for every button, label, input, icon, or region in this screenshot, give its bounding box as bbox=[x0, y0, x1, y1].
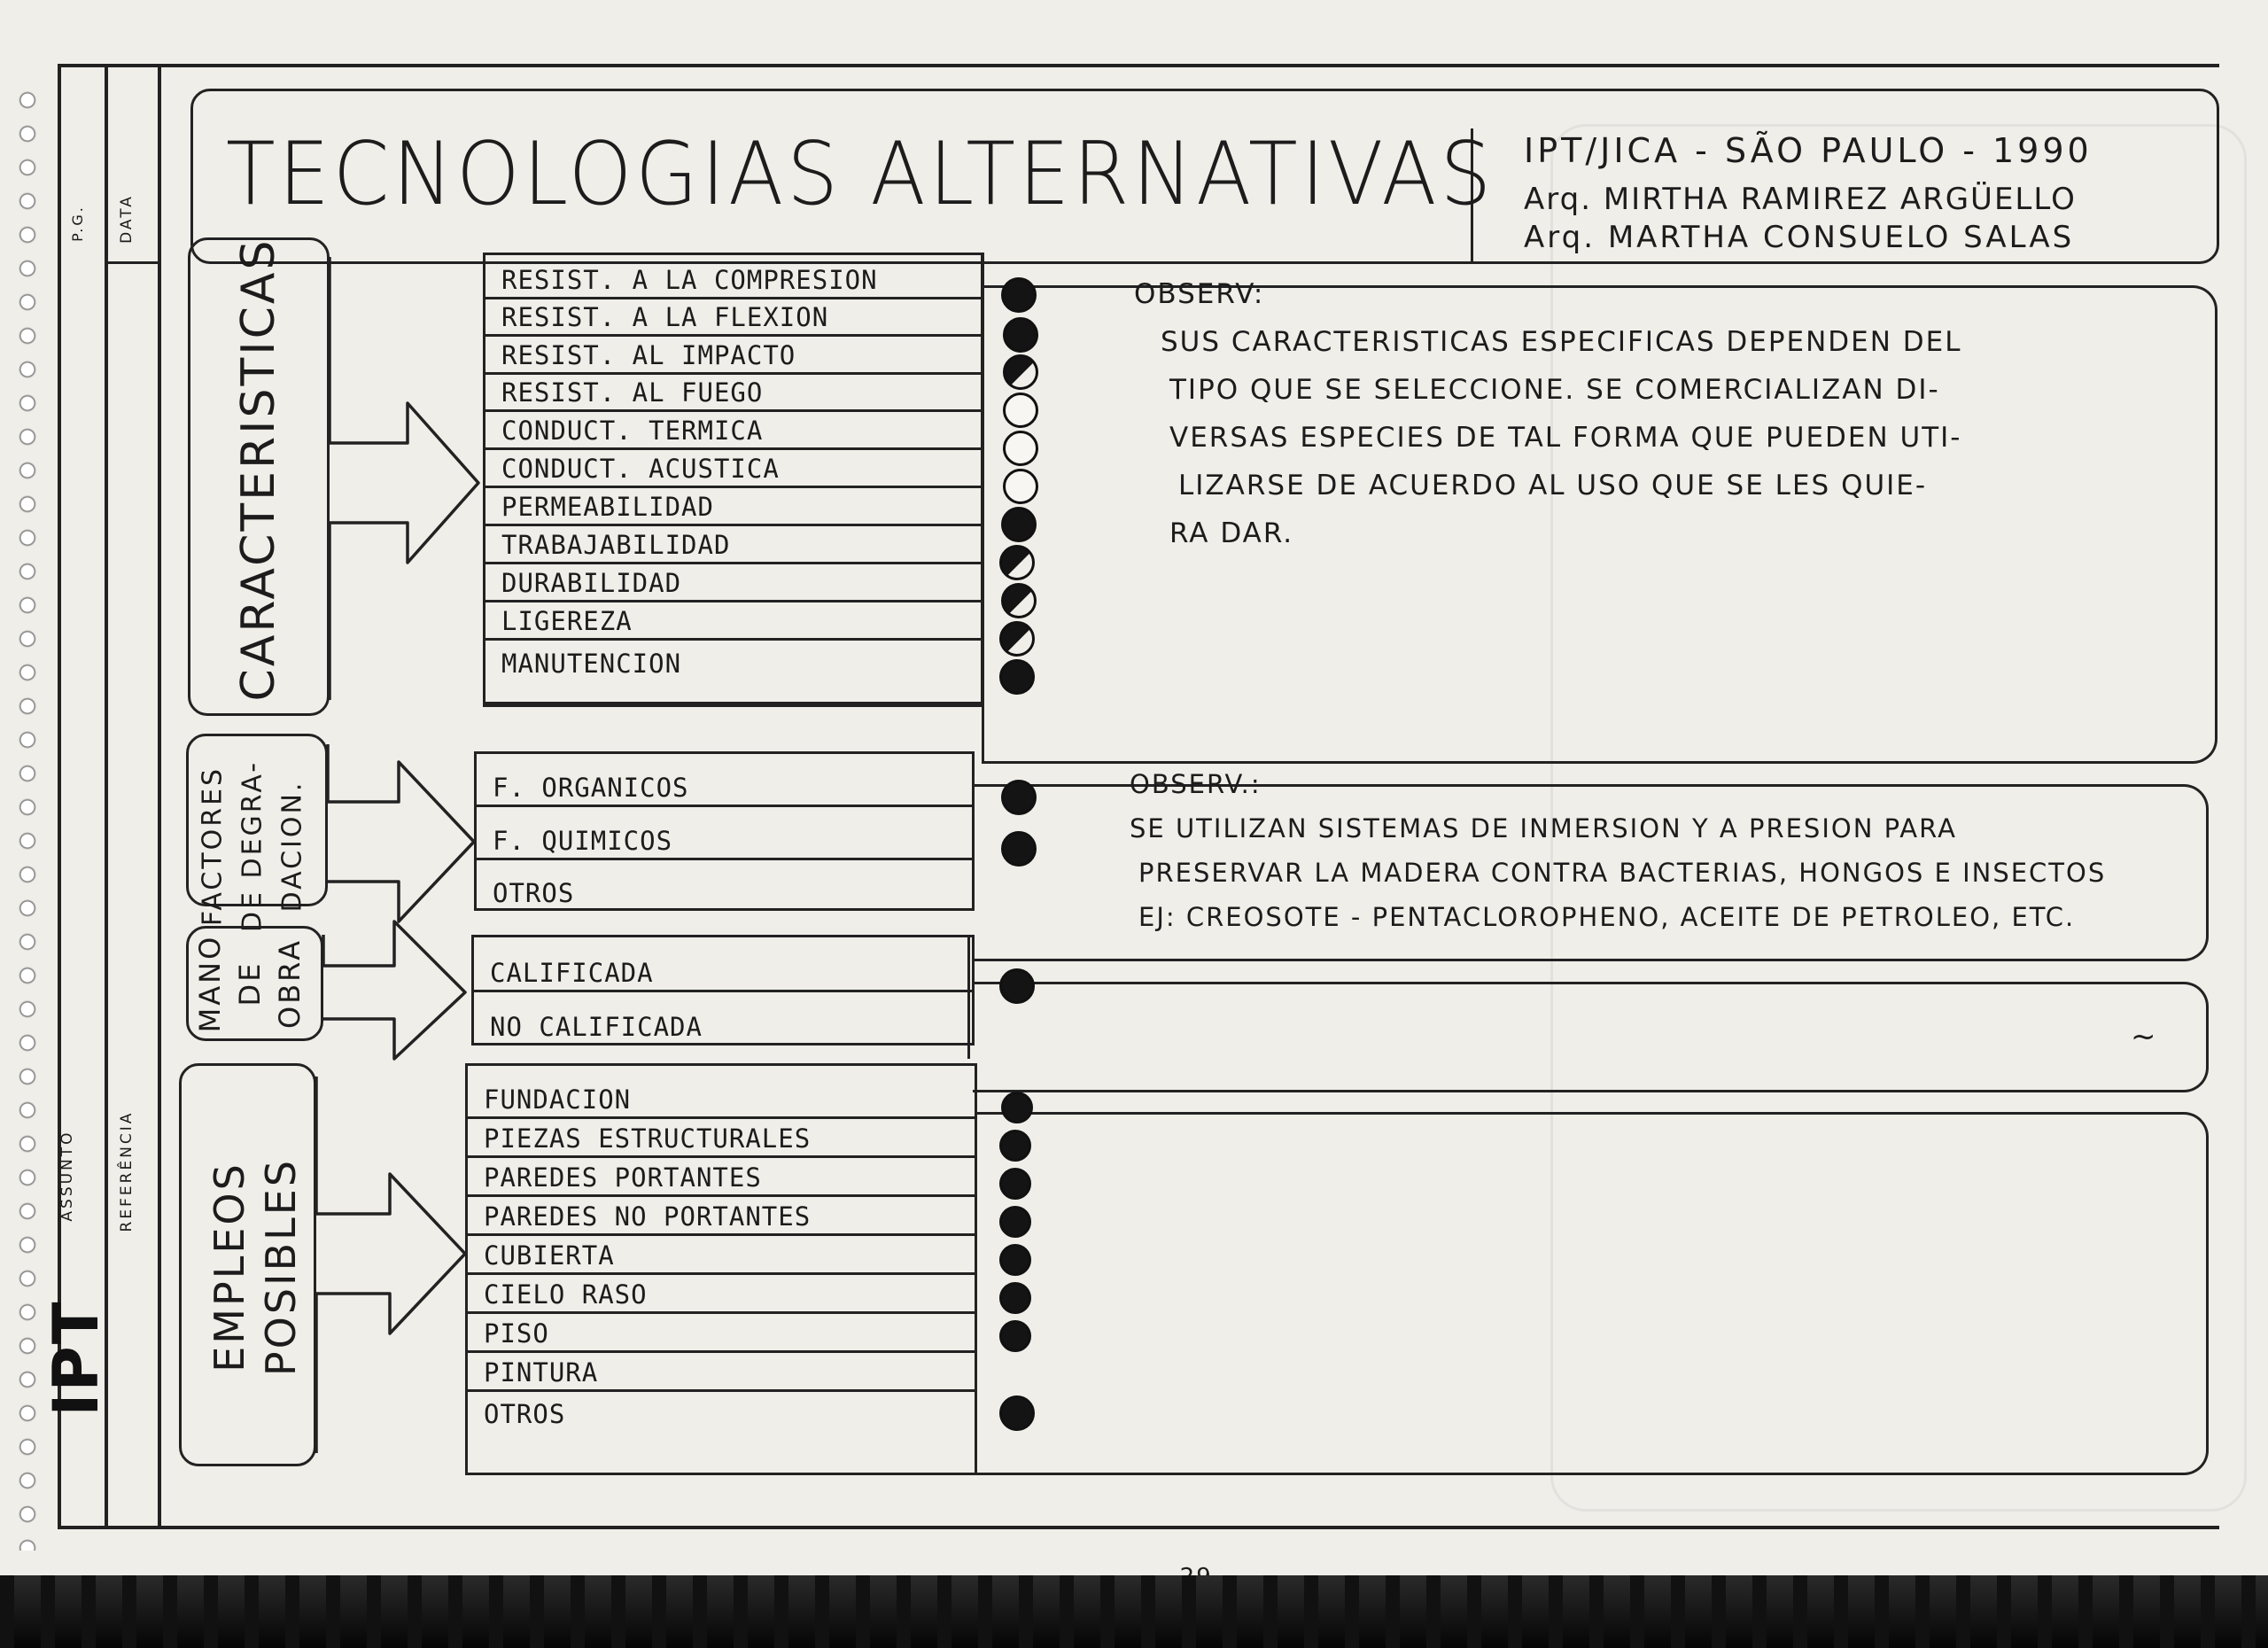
referencia-label: REFERÊNCIA bbox=[118, 1110, 136, 1232]
item-row: CALIFICADA bbox=[474, 937, 972, 992]
factores-label-line-3: DACION. bbox=[276, 780, 308, 913]
item-row: RESIST. AL IMPACTO bbox=[485, 337, 981, 375]
rating-dot-full bbox=[1001, 507, 1037, 542]
note-line: TIPO QUE SE SELECCIONE. SE COMERCIALIZAN DI- bbox=[1169, 374, 1940, 406]
empleos-label-line-1: EMPLEOS bbox=[206, 1162, 253, 1372]
note-line: RA DAR. bbox=[1169, 517, 1294, 549]
rating-dot-full bbox=[999, 1244, 1031, 1276]
rating-dot-full bbox=[999, 1320, 1031, 1352]
rating-dot-full bbox=[1003, 317, 1038, 353]
item-row: OTROS bbox=[493, 878, 575, 908]
factores-arrow bbox=[328, 744, 474, 921]
rating-dot-full bbox=[1001, 1092, 1033, 1123]
note-line: PRESERVAR LA MADERA CONTRA BACTERIAS, HONGOS E INSECTOS bbox=[1138, 858, 2107, 888]
item-row: TRABAJABILIDAD bbox=[485, 526, 981, 564]
item-row: F. QUIMICOS bbox=[477, 807, 972, 860]
institution-text: IPT/JICA - SÃO PAULO - 1990 bbox=[1524, 131, 2093, 170]
factores-note bbox=[1130, 762, 2106, 939]
note-line: EJ: CREOSOTE - PENTACLOROPHENO, ACEITE DE PETROLEO, ETC. bbox=[1138, 902, 2076, 932]
rating-dot-full bbox=[1001, 277, 1037, 313]
rating-dot-full bbox=[999, 659, 1035, 695]
rating-dot-empty bbox=[1003, 469, 1038, 504]
rating-dot-full bbox=[1001, 780, 1037, 815]
item-row: PISO bbox=[468, 1314, 975, 1353]
note-line: VERSAS ESPECIES DE TAL FORMA QUE PUEDEN UTI- bbox=[1169, 422, 1962, 454]
empleos-item-table bbox=[465, 1063, 977, 1475]
rating-dot-full bbox=[999, 1282, 1031, 1314]
rating-dot-full bbox=[999, 968, 1035, 1004]
spiral-binding bbox=[0, 1575, 2268, 1648]
item-row: NO CALIFICADA bbox=[490, 1012, 703, 1042]
rating-dot-full bbox=[999, 1168, 1031, 1200]
author-2: Arq. MARTHA CONSUELO SALAS bbox=[1524, 220, 2075, 255]
item-row: PERMEABILIDAD bbox=[485, 488, 981, 526]
empleos-note-box bbox=[975, 1112, 2209, 1475]
mano-label-line-1: MANO bbox=[193, 934, 227, 1033]
item-row: DURABILIDAD bbox=[485, 564, 981, 602]
item-row: CONDUCT. ACUSTICA bbox=[485, 450, 981, 488]
item-row: PAREDES PORTANTES bbox=[468, 1158, 975, 1197]
rating-dot-full bbox=[999, 1395, 1035, 1431]
item-row: PINTURA bbox=[468, 1353, 975, 1392]
note-line: SUS CARACTERISTICAS ESPECIFICAS DEPENDEN DEL bbox=[1161, 326, 1962, 358]
item-row: F. ORGANICOS bbox=[477, 754, 972, 807]
mano-label-line-3: OBRA bbox=[273, 938, 307, 1029]
empleos-label-line-2: POSIBLES bbox=[257, 1157, 305, 1377]
rating-dot-empty bbox=[1003, 393, 1038, 428]
caracteristicas-label: CARACTERISTICAS bbox=[232, 237, 285, 702]
mano-label-line-2: DE bbox=[233, 960, 267, 1007]
item-row: RESIST. AL FUEGO bbox=[485, 375, 981, 412]
rating-dot-half bbox=[999, 545, 1035, 580]
item-row: MANUTENCION bbox=[501, 649, 682, 679]
factores-label-line-2: DE DEGRA- bbox=[237, 759, 268, 933]
mano-divider bbox=[967, 935, 970, 1059]
rating-dot-full bbox=[999, 1130, 1031, 1162]
caracteristicas-arrow bbox=[330, 257, 478, 700]
mano-item-table bbox=[471, 935, 975, 1046]
item-row: LIGEREZA bbox=[485, 602, 981, 641]
item-row: PAREDES NO PORTANTES bbox=[468, 1197, 975, 1236]
page-title: TECNOLOGIAS ALTERNATIVAS bbox=[226, 124, 1495, 225]
rating-dot-full bbox=[999, 1206, 1031, 1238]
rating-dot-half bbox=[999, 621, 1035, 657]
note-line: OBSERV.: bbox=[1130, 769, 1262, 799]
author-1: Arq. MIRTHA RAMIREZ ARGÜELLO bbox=[1524, 182, 2077, 217]
item-row: RESIST. A LA FLEXION bbox=[485, 299, 981, 337]
item-row: FUNDACION bbox=[468, 1066, 975, 1119]
factores-label-line-1: FACTORES bbox=[197, 766, 229, 927]
note-line: LIZARSE DE ACUERDO AL USO QUE SE LES QUIE- bbox=[1178, 470, 1928, 501]
empleos-arrow bbox=[316, 1077, 465, 1453]
rating-dot-full bbox=[1001, 831, 1037, 867]
item-row: PIEZAS ESTRUCTURALES bbox=[468, 1119, 975, 1158]
mano-arrow bbox=[323, 921, 465, 1059]
caracteristicas-item-table bbox=[483, 253, 983, 704]
data-label: DATA bbox=[118, 194, 136, 244]
caracteristicas-note bbox=[1134, 270, 1962, 557]
ipt-logo: IPT bbox=[40, 1300, 113, 1417]
mano-note-box bbox=[973, 982, 2209, 1092]
empleos-divider bbox=[975, 1063, 977, 1475]
caracteristicas-table-bottom bbox=[483, 704, 983, 707]
rating-dot-half bbox=[1001, 583, 1037, 618]
pg-label: P.G. bbox=[69, 205, 86, 242]
rating-dot-empty bbox=[1003, 431, 1038, 466]
factores-item-table bbox=[474, 751, 975, 911]
assunto-label: ASSUNTO bbox=[58, 1130, 76, 1222]
note-line: SE UTILIZAN SISTEMAS DE INMERSION Y A PRESION PARA bbox=[1130, 813, 1957, 843]
caracteristicas-divider bbox=[982, 253, 984, 764]
rating-dot-half bbox=[1003, 354, 1038, 390]
mano-note-tail: ~ bbox=[2131, 1019, 2156, 1054]
item-row: CIELO RASO bbox=[468, 1275, 975, 1314]
item-row: RESIST. A LA COMPRESION bbox=[485, 255, 981, 299]
note-line: OBSERV: bbox=[1134, 278, 1265, 310]
item-row: CONDUCT. TERMICA bbox=[485, 412, 981, 450]
item-row: CUBIERTA bbox=[468, 1236, 975, 1275]
item-row: OTROS bbox=[484, 1399, 566, 1429]
